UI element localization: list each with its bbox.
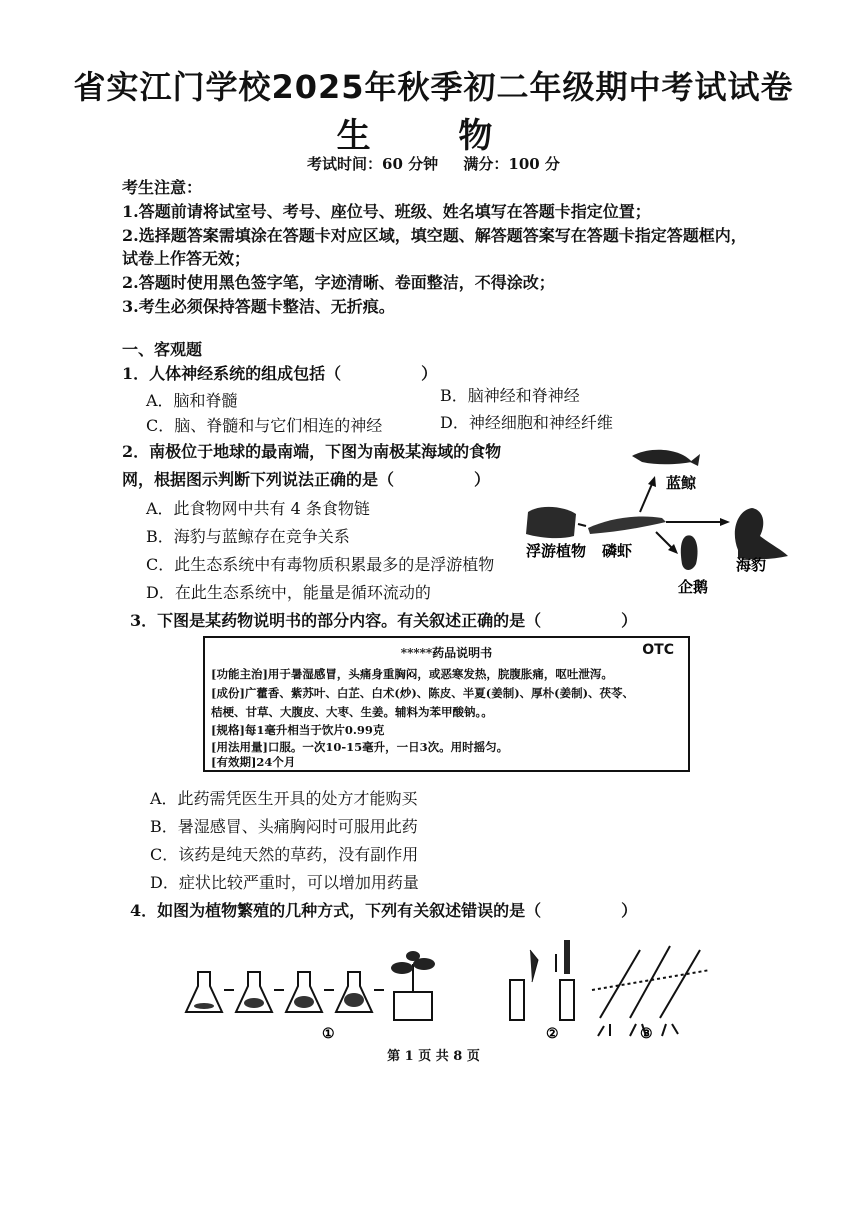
potted-plant-icon: [391, 951, 435, 1020]
leaflet-heading: *****药品说明书: [400, 646, 493, 660]
subject-title: 生 物: [336, 116, 531, 156]
notice-item: 3.考生必须保持答题卡整洁、无折痕。: [122, 297, 395, 316]
q3-option-c: C．该药是纯天然的草药，没有副作用: [150, 845, 419, 864]
food-web-label-seal: 海豹: [736, 556, 767, 574]
seal-icon: [735, 508, 788, 559]
q3-option-b: B．暑湿感冒、头痛胸闷时可服用此药: [150, 817, 418, 836]
exam-meta: [0, 153, 867, 174]
leaflet-line: [功能主治]用于暑湿感冒，头痛身重胸闷，或恶寒发热，脘腹胀痛，呕吐泄泻。: [211, 667, 613, 681]
q2-option-a: A．此食物网中共有 4 条食物链: [146, 499, 370, 518]
leaflet-line: [有效期]24个月: [211, 755, 296, 769]
cutting-icon: [592, 946, 710, 1036]
food-web-label-penguin: 企鹅: [678, 578, 709, 596]
q1-option-c: C．脑、脊髓和与它们相连的神经: [146, 416, 383, 435]
penguin-icon: [681, 535, 698, 570]
plankton-icon: [526, 507, 576, 538]
food-web-figure: [520, 440, 850, 600]
q2-option-d: D．在此生态系统中，能量是循环流动的: [146, 583, 431, 602]
q1-option-b: B．脑神经和脊神经: [440, 386, 580, 405]
notice-item: 试卷上作答无效；: [122, 249, 251, 268]
q3-option-a: A．此药需凭医生开具的处方才能购买: [150, 789, 418, 808]
question-4-stem: 4．如图为植物繁殖的几种方式，下列有关叙述错误的是（ ）: [130, 901, 638, 920]
full-score: 满分：100 分: [463, 155, 560, 173]
q1-option-a: A．脑和脊髓: [146, 391, 238, 410]
leaflet-line: [成份]广藿香、紫苏叶、白芷、白术(炒)、陈皮、半夏(姜制)、厚朴(姜制)、茯苓、: [211, 686, 635, 700]
leaflet-line: 桔梗、甘草、大腹皮、大枣、生姜。辅料为苯甲酸钠。。: [211, 705, 493, 719]
section-heading: 一、客观题: [122, 340, 203, 359]
drug-leaflet: [203, 636, 690, 772]
figure-label-3: ③: [640, 1026, 653, 1042]
food-web-label-krill: 磷虾: [602, 542, 633, 560]
grafting-icon: [510, 940, 574, 1020]
question-2-stem-cont: 网，根据图示判断下列说法正确的是（ ）: [122, 470, 491, 489]
food-web-label-whale: 蓝鲸: [666, 474, 697, 492]
q2-option-c: C．此生态系统中有毒物质积累最多的是浮游植物: [146, 555, 495, 574]
exam-time: 考试时间：60 分钟: [307, 155, 439, 173]
question-1-stem: 1．人体神经系统的组成包括（ ）: [122, 364, 438, 383]
plant-propagation-figure: [180, 930, 720, 1045]
q2-option-b: B．海豹与蓝鲸存在竞争关系: [146, 527, 350, 546]
notice-heading: 考生注意：: [122, 178, 203, 197]
notice-item: 2.选择题答案需填涂在答题卡对应区域，填空题、解答题答案写在答题卡指定答题框内，: [122, 226, 747, 245]
food-web-label-plankton: 浮游植物: [526, 542, 587, 560]
exam-title: 省实江门学校2025年秋季初二年级期中考试试卷: [73, 68, 794, 106]
question-3-stem: 3．下图是某药物说明书的部分内容。有关叙述正确的是（ ）: [130, 611, 638, 630]
figure-label-2: ②: [546, 1026, 559, 1042]
whale-icon: [632, 450, 700, 466]
question-2-stem: 2．南极位于地球的最南端，下图为南极某海域的食物: [122, 442, 502, 461]
notice-item: 2.答题时使用黑色签字笔，字迹清晰、卷面整洁，不得涂改；: [122, 273, 555, 292]
krill-icon: [588, 516, 666, 534]
notice-item: 1.答题前请将试室号、考号、座位号、班级、姓名填写在答题卡指定位置；: [122, 202, 651, 221]
page-number: 第 1 页 共 8 页: [387, 1049, 480, 1064]
otc-label: OTC: [642, 642, 674, 658]
figure-label-1: ①: [322, 1026, 335, 1042]
leaflet-line: [规格]每1毫升相当于饮片0.99克: [211, 723, 385, 737]
q1-option-d: D．神经细胞和神经纤维: [440, 413, 613, 432]
leaflet-line: [用法用量]口服。一次10-15毫升，一日3次。用时摇匀。: [211, 740, 509, 754]
q3-option-d: D．症状比较严重时，可以增加用药量: [150, 873, 419, 892]
